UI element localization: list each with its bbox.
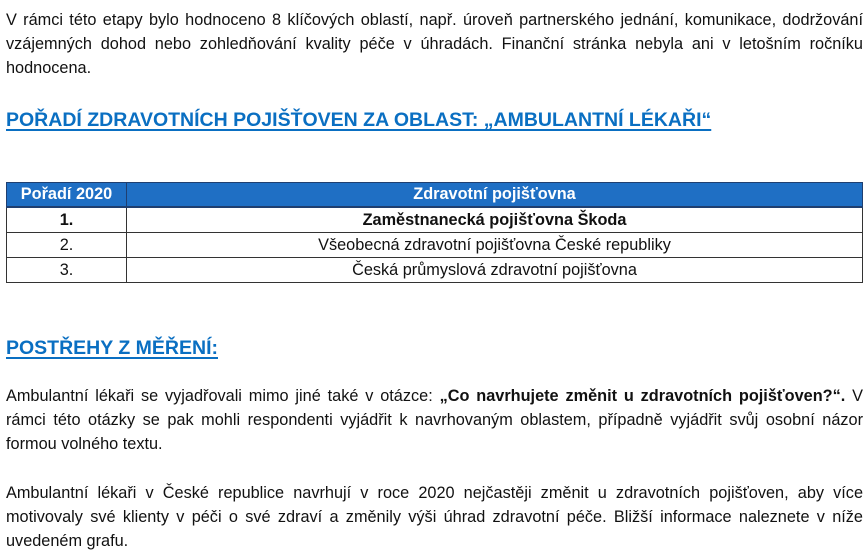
insurer-cell: Česká průmyslová zdravotní pojišťovna [127, 258, 863, 283]
findings-paragraph: Ambulantní lékaři v České republice navrhují v roce 2020 nejčastěji změnit u zdravotních pojišťoven, aby více motivovaly své klienty v péči o své zdraví a změnily výši úhrad zdravotní péče. Bližší informace naleznete v níže uvedeném grafu. [6, 484, 863, 550]
header-insurer: Zdravotní pojišťovna [127, 183, 863, 208]
table-row [7, 207, 863, 233]
ranking-heading: POŘADÍ ZDRAVOTNÍCH POJIŠŤOVEN ZA OBLAST: „AMBULANTNÍ LÉKAŘI“ [6, 109, 712, 131]
insurer-cell: Zaměstnanecká pojišťovna Škoda [127, 207, 863, 233]
table-header-row [7, 183, 863, 208]
survey-question: „Co navrhujete změnit u zdravotních pojišťoven?“. [439, 387, 846, 405]
table-row [7, 258, 863, 283]
insurer-cell: Všeobecná zdravotní pojišťovna České republiky [127, 233, 863, 258]
header-rank: Pořadí 2020 [7, 183, 127, 208]
survey-followup-text: V rámci této otázky se pak mohli respondenti vyjádřit k navrhovaným oblastem, případně vyjádřit svůj osobní názor formou volného textu. [6, 387, 864, 453]
rank-cell: 2. [7, 233, 127, 258]
ranking-table [6, 182, 863, 283]
survey-paragraph [6, 384, 863, 456]
rank-cell: 3. [7, 258, 127, 283]
notes-heading: POSTŘEHY Z MĚŘENÍ: [6, 337, 218, 359]
intro-paragraph: V rámci této etapy bylo hodnoceno 8 klíčových oblastí, např. úroveň partnerského jednání, komunikace, dodržování vzájemných dohod nebo zohledňování kvality péče v úhradách. Finanční stránka nebyla ani v letošním ročníku hodnocena. [6, 11, 863, 77]
table-row [7, 233, 863, 258]
survey-intro-text: Ambulantní lékaři se vyjadřovali mimo jiné také v otázce: [6, 387, 440, 405]
rank-cell: 1. [7, 207, 127, 233]
